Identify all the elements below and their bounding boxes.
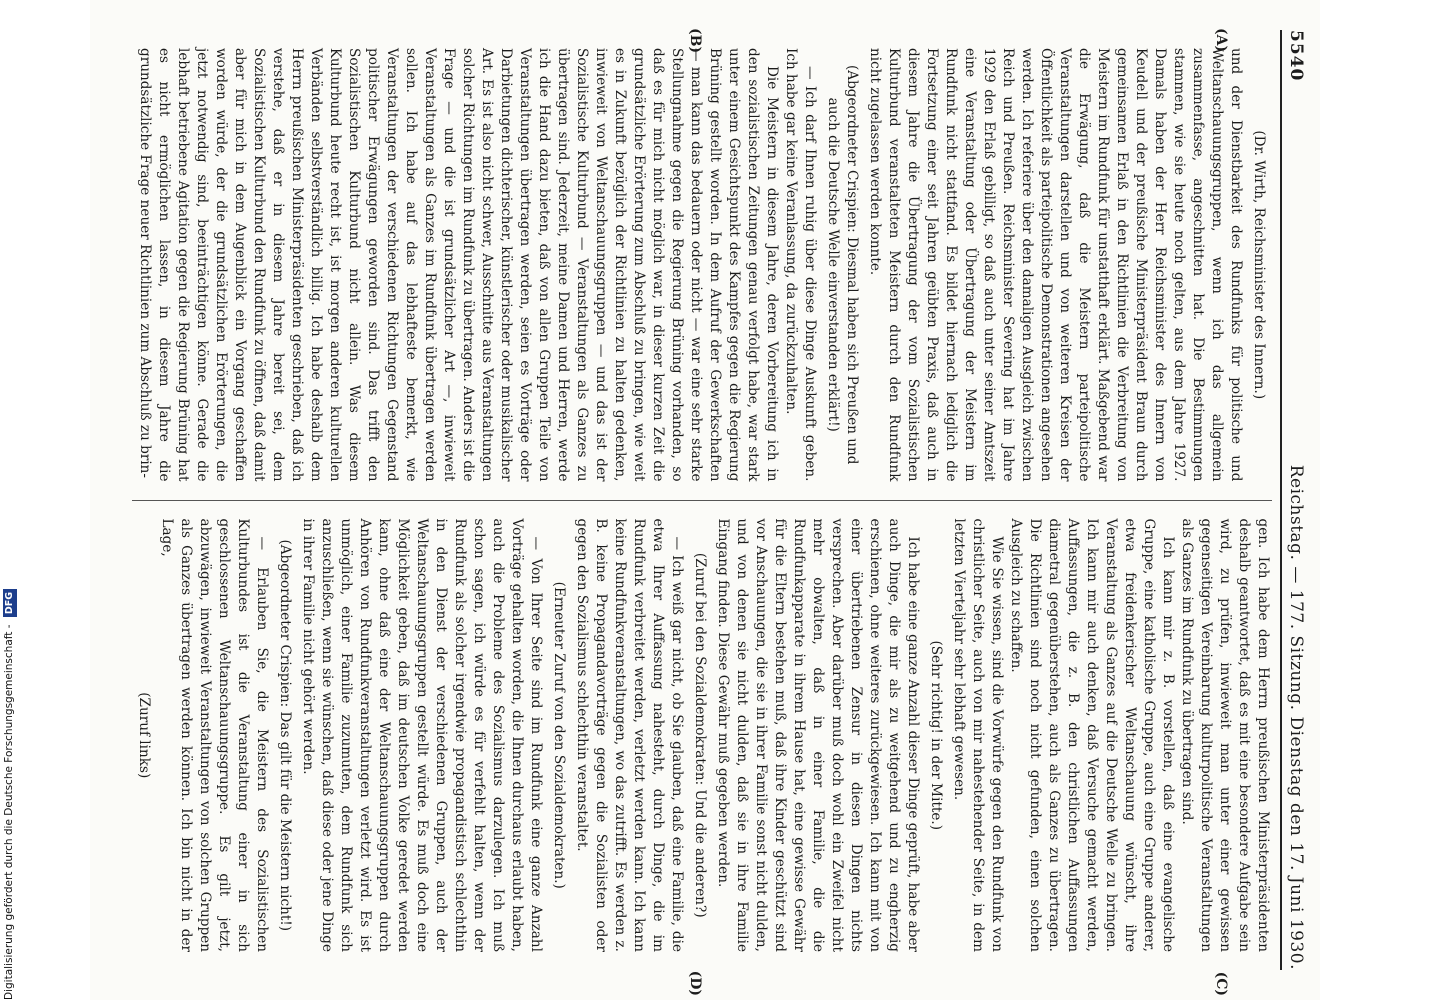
paragraph: Ich kann mir z. B. vorstellen, daß eine evangelische Gruppe, eine katholische Gruppe, auch eine Gruppe anderer, etwa freidenkerischer Weltanschauung wünscht, ihre Veranstaltung als Ganzes auf die Deutsche Welle zu bringen. Ich kann mir auch denken, daß Versuche gemacht werden, Auffassungen, die z. B. den christlichen Auffassungen diametral gegenüberstehen, auch als Ganzes zu übertragen. Die Richtlinien sind noch nicht gefunden, einen solchen Ausgleich zu schaffen. [1008, 518, 1176, 952]
dfg-logo: DFG [3, 589, 17, 617]
page-number: 5540 [1286, 30, 1306, 82]
paragraph: — Von Ihrer Seite sind im Rundfunk eine ganze Anzahl Vorträge gehalten worden, die Ihnen durchaus erlaubt haben, auch die Probleme des Sozialismus darzulegen. Ich muß schon sagen, ich würde es für verfehlt halten, wenn der Rundfunk als solcher irgendwie propagandistisch schlechthin in den Dienst der verschiedenen Gruppen, auch der Weltanschauungsgruppen gestellt würde. Es muß doch eine Möglichkeit geben, daß im deutschen Volke geredet werden kann, ohne daß eine der Weltanschauungsgruppen durch Anhören von Rundfunkveranstaltungen verletzt wird. Es ist unmöglich, einer Familie zuzumuten, dem Rundfunk sich anzuschließen, wenn sie wünschen, daß diese oder jene Dinge in ihrer Familie nicht gehört werden. [300, 518, 544, 952]
footer-strip [2, 0, 16, 1000]
paragraph: Wie Sie wissen, sind die Vorwürfe gegen den Rundfunk von christlicher Seite, auch von mir nahestehender Seite, in dem letzten Vierteljahr sehr lebhaft gewesen. [951, 518, 1005, 952]
left-column [132, 30, 1272, 501]
margin-mark-d: (D) [687, 970, 703, 996]
interjection: (Erneuter Zuruf von den Sozialdemokraten.) [551, 581, 567, 889]
paragraph: — Ich darf Ihnen ruhig über diese Dinge Auskunft geben. Ich habe gar keine Veranlassung, da zurückzuhalten. [783, 48, 818, 482]
paragraph: und der Dienstbarkeit des Rundfunks für politische und Weltanschauungsgruppen, wenn ich das allgemein zusammenfasse, angeschnitten hat. Die Bestimmungen stammen, wie sie heute noch gelten, aus dem Jahre 1927. Damals haben der Herr Reichsminister des Innern von Keudell und der preußische Ministerpräsident Braun durch gemeinsamen Erlaß in den Richtlinien die Verbreitung von Meistern im Rundfunk für unstatthaft erklärt. Maßgebend war die Erwägung, daß die Meistern parteipolitische Veranstaltungen darstellen und von weiteren Kreisen der Öffentlichkeit als parteipolitische Demonstrationen angesehen werden. Ich referiere über den damaligen Ausgleich zwischen Reich und Preußen. Reichsminister Severing hat im Jahre 1929 den Erlaß gebilligt, so daß auch unter seiner Amtszeit eine Veranstaltung oder Übertragung der Meistern im Rundfunk nicht stattfand. Es bildet hiernach lediglich die Fortsetzung einer seit Jahren geübten Praxis, daß auch in diesem Jahre die Übertragung der vom Sozialistischen Kulturbund veranstalteten Meistern durch den Rundfunk nicht zugelassen werden konnte. [867, 48, 1244, 482]
session-title: Reichstag. — 177. Sitzung. Dienstag den 17. Juni 1930. [1286, 464, 1306, 970]
margin-mark-b: (B) [687, 28, 703, 54]
margin-mark-a: (A) [1213, 28, 1229, 53]
text-columns [132, 28, 1272, 996]
interjection: (Sehr richtig! in der Mitte.) [928, 640, 944, 831]
paragraph: — Erlauben Sie, die Meistern des Sozialistischen Kulturbundes ist die Veranstaltung einer in sich geschlossenen Weltanschauungsgruppe. Es gilt jetzt, abzuwägen, inwieweit Veranstaltungen von solchen Gruppen als Ganzes übertragen werden können. Ich bin nicht in der Lage, [159, 518, 270, 952]
paragraph: gen. Ich habe dem Herrn preußischen Ministerpräsidenten deshalb geantwortet, daß es mit eine besondere Aufgabe sein wird, zu prüfen, inwieweit man unter einer gewissen gegenseitigen Vereinbarung kulturpolitische Veranstaltungen als Ganzes im Rundfunk zu übertragen sind. [1179, 518, 1271, 952]
right-column [132, 501, 1272, 996]
interjection: (Zuruf links) [136, 692, 152, 779]
margin-mark-c: (C) [1213, 971, 1229, 996]
paragraph: Ich habe eine ganze Anzahl dieser Dinge geprüft, habe aber auch Dinge, die mir als zu weitgehend und zu engherzig erschienen, ohne weiteres zurückgewiesen. Ich kann mit von einer übertriebenen Zensur in diesen Dingen nichts versprechen. Aber darüber muß doch wohl ein Zweifel nicht mehr obwalten, daß in einer Familie, die die Rundfunkapparate in ihrem Hause hat, eine gewisse Gewähr für die Eltern bestehen muß, daß ihre Kinder geschützt sind vor Anschauungen, die sie in ihrer Familie sonst nicht dulden, und von denen sie nicht dulden, daß sie in ihre Familie Eingang finden. Diese Gewähr muß gegeben werden. [715, 518, 921, 952]
scanned-page [90, 0, 1320, 1000]
digitization-credit [2, 0, 16, 1000]
paragraph: Die Meistern in diesem Jahre, deren Vorbereitung ich in den sozialistischen Zeitungen genau verfolgt habe, war stark unter einem Gesichtspunkt des Kampfes gegen die Regierung Brüning gestellt worden. In dem Aufruf der Gewerkschaften — man kann das bedauern oder nicht — war eine sehr starke Stellungnahme gegen die Regierung Brüning vorhanden, so daß es für mich nicht möglich war, in dieser kurzen Zeit die grundsätzliche Erörterung zum Abschluß zu bringen, wie weit es in Zukunft bezüglich der Richtlinien zu halten gedenken, inwieweit von Weltanschauungsgruppen — und das ist der Sozialistische Kulturbund — Veranstaltungen als Ganzes zu übertragen sind. Jederzeit, meine Damen und Herren, werde ich die Hand dazu bieten, daß von allen Gruppen Teile von Veranstaltungen übertragen werden, seien es Vorträge oder Darbietungen dichterischer, künstlerischer oder musikalischer Art. Es ist also nicht schwer, Ausschnitte aus Veranstaltungen solcher Richtungen im Rundfunk zu übertragen. Anders ist die Frage — und die ist grundsätzlicher Art —, inwieweit Veranstaltungen als Ganzes im Rundfunk übertragen werden sollen. Ich habe auf das lebhafteste bemerkt, wie Veranstaltungen der verschiedenen Richtungen Gegenstand politischer Erwägungen geworden sind. Das trifft den Sozialistischen Kulturbund nicht allein. Was diesem Kulturbund heute recht ist, ist morgen anderen kulturellen Verbänden selbstverständlich billig. Ich habe deshalb dem Herrn preußischen Ministerpräsidenten geschrieben, daß ich verstehe, daß er in diesem Jahre bereit sei, dem Sozialistischen Kulturbund den Rundfunk zu öffnen, daß damit aber für mich in dem Augenblick ein Vorgang geschaffen worden würde, der die grundsätzlichen Erörterungen, die jetzt notwendig sind, beeinträchtigen könne. Gerade die lebhaft betriebene Agitation gegen die Regierung Brüning hat es nicht ermöglichen lassen, in diesem Jahre die grundsätzliche Frage neuer Richtlinien zum Abschluß zu brin- [137, 48, 780, 482]
interjection: (Abgeordneter Crispien: Diesmal haben sich Preußen und auch die Deutsche Welle einverstanden erklärt!) [825, 64, 860, 465]
credit-text: Digitalisierung gefördert durch die Deutsche Forschungsgemeinschaft - [3, 624, 15, 1000]
interjection: (Abgeordneter Crispien: Das gilt für die Meistern nicht!) [277, 539, 293, 932]
interjection: (Zuruf bei den Sozialdemokraten: Und die anderen?) [692, 552, 708, 918]
paragraph: — Ich weiß gar nicht, ob Sie glauben, daß eine Familie, die etwa Ihrer Auffassung nahesteht, durch Dinge, die im Rundfunk verbreitet werden, verletzt werden kann. Ich kann keine Rundfunkveranstaltungen, wo das zutrifft. Es werden z. B. keine Propagandavorträge gegen die Sozialisten oder gegen den Sozialismus schlechthin veranstaltet. [574, 518, 685, 952]
speaker-line: (Dr. Wirth, Reichsminister des Innern.) [1251, 130, 1267, 400]
page-header [1280, 30, 1306, 970]
